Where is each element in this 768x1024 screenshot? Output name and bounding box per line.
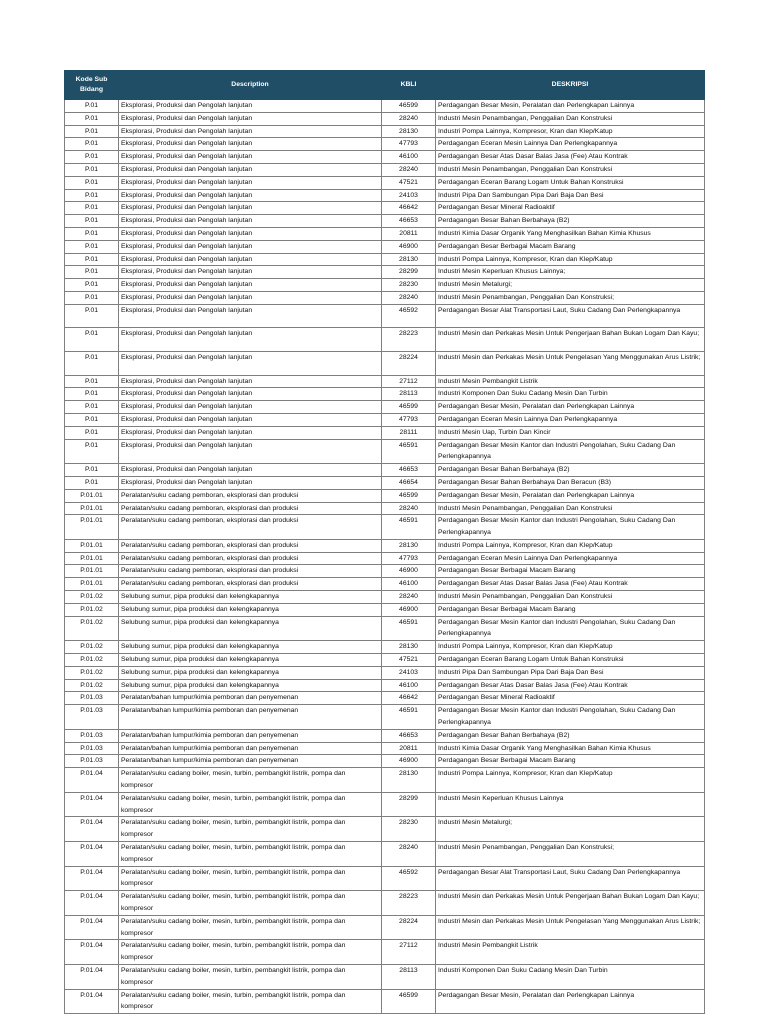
deskripsi-cell[interactable]: Industri Mesin dan Perkakas Mesin Untuk Pengelasan Yang Menggunakan Arus Listrik; xyxy=(436,915,705,940)
code-cell[interactable]: P.01.02 xyxy=(65,641,119,654)
table-row xyxy=(65,866,705,891)
table-row xyxy=(65,891,705,916)
code-cell[interactable]: P.01.04 xyxy=(65,817,119,842)
table-row xyxy=(65,842,705,867)
kbli-cell[interactable]: 28130 xyxy=(382,641,436,654)
table-row xyxy=(65,227,705,240)
deskripsi-cell[interactable]: Industri Mesin Metalurgi; xyxy=(436,279,705,292)
header-kode-sub-bidang[interactable]: Kode Sub Bidang xyxy=(65,71,119,100)
table-row xyxy=(65,304,705,328)
deskripsi-cell[interactable]: Industri Kimia Dasar Organik Yang Menghasilkan Bahan Kimia Khusus xyxy=(436,227,705,240)
description-cell[interactable]: Peralatan/bahan lumpur/kimia pemboran dan penyemenan xyxy=(119,755,382,768)
kbli-cell[interactable]: 28224 xyxy=(382,351,436,375)
description-cell[interactable]: Peralatan/suku cadang boiler, mesin, turbin, pembangkit listrik, pompa dan kompresor xyxy=(119,915,382,940)
description-cell[interactable]: Eksplorasi, Produksi dan Pengolah lanjutan xyxy=(119,163,382,176)
kbli-cell[interactable]: 28240 xyxy=(382,502,436,515)
table-row xyxy=(65,654,705,667)
table-row xyxy=(65,351,705,375)
kbli-cell[interactable]: 24103 xyxy=(382,189,436,202)
code-cell[interactable]: P.01.04 xyxy=(65,792,119,817)
kbli-cell[interactable]: 28223 xyxy=(382,328,436,352)
code-cell[interactable]: P.01.04 xyxy=(65,842,119,867)
deskripsi-cell[interactable]: Perdagangan Besar Bahan Berbahaya (B2) xyxy=(436,729,705,742)
deskripsi-cell[interactable]: Industri Pompa Lainnya, Kompresor, Kran dan Klep/Katup xyxy=(436,253,705,266)
deskripsi-cell[interactable]: Perdagangan Besar Mesin, Peralatan dan Perlengkapan Lainnya xyxy=(436,401,705,414)
kbli-cell[interactable]: 46599 xyxy=(382,989,436,1014)
description-cell[interactable]: Peralatan/bahan lumpur/kimia pemboran dan penyemenan xyxy=(119,729,382,742)
header-kbli[interactable]: KBLI xyxy=(382,71,436,100)
deskripsi-cell[interactable]: Industri Mesin Pembangkit Listrik xyxy=(436,940,705,965)
description-cell[interactable]: Selubung sumur, pipa produksi dan kelengkapannya xyxy=(119,679,382,692)
code-cell[interactable]: P.01.03 xyxy=(65,729,119,742)
deskripsi-cell[interactable]: Perdagangan Besar Mineral Radioaktif xyxy=(436,202,705,215)
kbli-cell[interactable]: 28299 xyxy=(382,266,436,279)
kbli-cell[interactable]: 46653 xyxy=(382,215,436,228)
deskripsi-cell[interactable]: Perdagangan Besar Mesin, Peralatan dan Perlengkapan Lainnya xyxy=(436,489,705,502)
table-row xyxy=(65,641,705,654)
kbli-cell[interactable]: 28130 xyxy=(382,539,436,552)
deskripsi-cell[interactable]: Industri Komponen Dan Suku Cadang Mesin Dan Turbin xyxy=(436,964,705,989)
code-cell[interactable]: P.01 xyxy=(65,215,119,228)
code-cell[interactable]: P.01.04 xyxy=(65,768,119,793)
description-cell[interactable]: Selubung sumur, pipa produksi dan kelengkapannya xyxy=(119,641,382,654)
kbli-cell[interactable]: 28240 xyxy=(382,591,436,604)
description-cell[interactable]: Eksplorasi, Produksi dan Pengolah lanjutan xyxy=(119,112,382,125)
deskripsi-cell[interactable]: Industri Pompa Lainnya, Kompresor, Kran dan Klep/Katup xyxy=(436,125,705,138)
deskripsi-cell[interactable]: Perdagangan Besar Bahan Berbahaya (B2) xyxy=(436,215,705,228)
description-cell[interactable]: Peralatan/suku cadang boiler, mesin, turbin, pembangkit listrik, pompa dan kompresor xyxy=(119,842,382,867)
table-row xyxy=(65,125,705,138)
deskripsi-cell[interactable]: Perdagangan Besar Bahan Berbahaya (B2) xyxy=(436,464,705,477)
code-cell[interactable]: P.01 xyxy=(65,189,119,202)
deskripsi-cell[interactable]: Perdagangan Eceran Barang Logam Untuk Bahan Konstruksi xyxy=(436,654,705,667)
description-cell[interactable]: Eksplorasi, Produksi dan Pengolah lanjutan xyxy=(119,401,382,414)
code-cell[interactable]: P.01.01 xyxy=(65,539,119,552)
table-row xyxy=(65,792,705,817)
description-cell[interactable]: Eksplorasi, Produksi dan Pengolah lanjutan xyxy=(119,100,382,113)
table-row xyxy=(65,388,705,401)
code-cell[interactable]: P.01 xyxy=(65,375,119,388)
table-row xyxy=(65,439,705,464)
table-row xyxy=(65,515,705,540)
description-cell[interactable]: Eksplorasi, Produksi dan Pengolah lanjutan xyxy=(119,138,382,151)
table-row xyxy=(65,692,705,705)
code-cell[interactable]: P.01 xyxy=(65,351,119,375)
code-cell[interactable]: P.01.03 xyxy=(65,742,119,755)
table-row xyxy=(65,112,705,125)
code-cell[interactable]: P.01.01 xyxy=(65,565,119,578)
deskripsi-cell[interactable]: Perdagangan Besar Alat Transportasi Laut, Suku Cadang Dan Perlengkapannya xyxy=(436,304,705,328)
table-row xyxy=(65,151,705,164)
code-cell[interactable]: P.01.03 xyxy=(65,692,119,705)
description-cell[interactable]: Eksplorasi, Produksi dan Pengolah lanjutan xyxy=(119,215,382,228)
header-deskripsi[interactable]: DESKRIPSI xyxy=(436,71,705,100)
table-row xyxy=(65,552,705,565)
kbli-cell[interactable]: 20811 xyxy=(382,742,436,755)
kbli-cell[interactable]: 28224 xyxy=(382,915,436,940)
deskripsi-cell[interactable]: Perdagangan Besar Atas Dasar Balas Jasa (Fee) Atau Kontrak xyxy=(436,578,705,591)
kbli-cell[interactable]: 46900 xyxy=(382,565,436,578)
description-cell[interactable]: Selubung sumur, pipa produksi dan kelengkapannya xyxy=(119,591,382,604)
code-cell[interactable]: P.01 xyxy=(65,413,119,426)
table-row xyxy=(65,163,705,176)
description-cell[interactable]: Peralatan/suku cadang pemboran, eksplorasi dan produksi xyxy=(119,539,382,552)
deskripsi-cell[interactable]: Industri Mesin Penambangan, Penggalian Dan Konstruksi xyxy=(436,591,705,604)
table-row xyxy=(65,279,705,292)
table-row xyxy=(65,502,705,515)
table-row xyxy=(65,616,705,641)
kbli-cell[interactable]: 28130 xyxy=(382,253,436,266)
kbli-cell[interactable]: 28240 xyxy=(382,291,436,304)
description-cell[interactable]: Eksplorasi, Produksi dan Pengolah lanjutan xyxy=(119,351,382,375)
deskripsi-cell[interactable]: Industri Mesin Penambangan, Penggalian Dan Konstruksi; xyxy=(436,842,705,867)
kbli-cell[interactable]: 28111 xyxy=(382,426,436,439)
table-row xyxy=(65,253,705,266)
table-row xyxy=(65,401,705,414)
kbli-cell[interactable]: 46642 xyxy=(382,202,436,215)
description-cell[interactable]: Selubung sumur, pipa produksi dan kelengkapannya xyxy=(119,616,382,641)
deskripsi-cell[interactable]: Industri Mesin dan Perkakas Mesin Untuk Pengelasan Yang Menggunakan Arus Listrik; xyxy=(436,351,705,375)
code-cell[interactable]: P.01.04 xyxy=(65,891,119,916)
description-cell[interactable]: Peralatan/bahan lumpur/kimia pemboran dan penyemenan xyxy=(119,742,382,755)
deskripsi-cell[interactable]: Industri Mesin Penambangan, Penggalian Dan Konstruksi xyxy=(436,163,705,176)
code-cell[interactable]: P.01.01 xyxy=(65,515,119,540)
description-cell[interactable]: Eksplorasi, Produksi dan Pengolah lanjutan xyxy=(119,151,382,164)
code-cell[interactable]: P.01 xyxy=(65,253,119,266)
description-cell[interactable]: Eksplorasi, Produksi dan Pengolah lanjutan xyxy=(119,464,382,477)
kbli-cell[interactable]: 46653 xyxy=(382,729,436,742)
kbli-cell[interactable]: 46599 xyxy=(382,401,436,414)
code-cell[interactable]: P.01.01 xyxy=(65,502,119,515)
kbli-cell[interactable]: 20811 xyxy=(382,227,436,240)
table-row xyxy=(65,215,705,228)
description-cell[interactable]: Peralatan/suku cadang boiler, mesin, turbin, pembangkit listrik, pompa dan kompresor xyxy=(119,792,382,817)
kbli-cell[interactable]: 28130 xyxy=(382,768,436,793)
code-cell[interactable]: P.01 xyxy=(65,328,119,352)
description-cell[interactable]: Peralatan/suku cadang boiler, mesin, turbin, pembangkit listrik, pompa dan kompresor xyxy=(119,817,382,842)
kbli-cell[interactable]: 46900 xyxy=(382,240,436,253)
code-cell[interactable]: P.01 xyxy=(65,266,119,279)
kbli-cell[interactable]: 46592 xyxy=(382,304,436,328)
description-cell[interactable]: Eksplorasi, Produksi dan Pengolah lanjutan xyxy=(119,125,382,138)
deskripsi-cell[interactable]: Industri Pompa Lainnya, Kompresor, Kran dan Klep/Katup xyxy=(436,641,705,654)
deskripsi-cell[interactable]: Industri Mesin Keperluan Khusus Lainnya xyxy=(436,792,705,817)
code-cell[interactable]: P.01 xyxy=(65,279,119,292)
description-cell[interactable]: Eksplorasi, Produksi dan Pengolah lanjutan xyxy=(119,240,382,253)
kbli-cell[interactable]: 24103 xyxy=(382,666,436,679)
deskripsi-cell[interactable]: Perdagangan Besar Berbagai Macam Barang xyxy=(436,603,705,616)
code-cell[interactable]: P.01 xyxy=(65,100,119,113)
code-cell[interactable]: P.01.04 xyxy=(65,940,119,965)
kbli-cell[interactable]: 46642 xyxy=(382,692,436,705)
deskripsi-cell[interactable]: Industri Pompa Lainnya, Kompresor, Kran dan Klep/Katup xyxy=(436,539,705,552)
description-cell[interactable]: Peralatan/bahan lumpur/kimia pemboran dan penyemenan xyxy=(119,705,382,730)
kbli-cell[interactable]: 28113 xyxy=(382,964,436,989)
code-cell[interactable]: P.01 xyxy=(65,227,119,240)
table-row xyxy=(65,591,705,604)
deskripsi-cell[interactable]: Perdagangan Besar Alat Transportasi Laut, Suku Cadang Dan Perlengkapannya xyxy=(436,866,705,891)
kbli-cell[interactable]: 46591 xyxy=(382,705,436,730)
description-cell[interactable]: Peralatan/suku cadang pemboran, eksplorasi dan produksi xyxy=(119,565,382,578)
code-cell[interactable]: P.01 xyxy=(65,388,119,401)
description-cell[interactable]: Peralatan/suku cadang boiler, mesin, turbin, pembangkit listrik, pompa dan kompresor xyxy=(119,940,382,965)
table-row xyxy=(65,266,705,279)
table-row xyxy=(65,539,705,552)
table-row xyxy=(65,768,705,793)
table-row xyxy=(65,705,705,730)
code-cell[interactable]: P.01 xyxy=(65,125,119,138)
code-cell[interactable]: P.01 xyxy=(65,151,119,164)
deskripsi-cell[interactable]: Perdagangan Besar Atas Dasar Balas Jasa (Fee) Atau Kontrak xyxy=(436,151,705,164)
deskripsi-cell[interactable]: Perdagangan Besar Bahan Berbahaya Dan Beracun (B3) xyxy=(436,476,705,489)
code-cell[interactable]: P.01.04 xyxy=(65,915,119,940)
description-cell[interactable]: Selubung sumur, pipa produksi dan kelengkapannya xyxy=(119,603,382,616)
kbli-cell[interactable]: 46900 xyxy=(382,603,436,616)
description-cell[interactable]: Peralatan/suku cadang pemboran, eksplorasi dan produksi xyxy=(119,515,382,540)
description-cell[interactable]: Eksplorasi, Produksi dan Pengolah lanjutan xyxy=(119,413,382,426)
kbli-cell[interactable]: 46592 xyxy=(382,866,436,891)
kbli-cell[interactable]: 28223 xyxy=(382,891,436,916)
code-cell[interactable]: P.01.02 xyxy=(65,591,119,604)
table-body xyxy=(65,100,705,1014)
deskripsi-cell[interactable]: Industri Mesin dan Perkakas Mesin Untuk Pengerjaan Bahan Bukan Logam Dan Kayu; xyxy=(436,328,705,352)
code-cell[interactable]: P.01 xyxy=(65,240,119,253)
description-cell[interactable]: Eksplorasi, Produksi dan Pengolah lanjutan xyxy=(119,439,382,464)
kbli-cell[interactable]: 46653 xyxy=(382,464,436,477)
deskripsi-cell[interactable]: Industri Mesin Penambangan, Penggalian Dan Konstruksi xyxy=(436,112,705,125)
description-cell[interactable]: Peralatan/bahan lumpur/kimia pemboran dan penyemenan xyxy=(119,692,382,705)
deskripsi-cell[interactable]: Industri Pipa Dan Sambungan Pipa Dari Baja Dan Besi xyxy=(436,189,705,202)
deskripsi-cell[interactable]: Industri Kimia Dasar Organik Yang Menghasilkan Bahan Kimia Khusus xyxy=(436,742,705,755)
deskripsi-cell[interactable]: Perdagangan Besar Berbagai Macam Barang xyxy=(436,240,705,253)
deskripsi-cell[interactable]: Industri Pipa Dan Sambungan Pipa Dari Baja Dan Besi xyxy=(436,666,705,679)
kbli-cell[interactable]: 28299 xyxy=(382,792,436,817)
code-cell[interactable]: P.01 xyxy=(65,401,119,414)
deskripsi-cell[interactable]: Perdagangan Eceran Barang Logam Untuk Bahan Konstruksi xyxy=(436,176,705,189)
kbli-cell[interactable]: 47521 xyxy=(382,654,436,667)
code-cell[interactable]: P.01.01 xyxy=(65,489,119,502)
code-cell[interactable]: P.01.01 xyxy=(65,578,119,591)
deskripsi-cell[interactable]: Perdagangan Besar Mineral Radioaktif xyxy=(436,692,705,705)
kbli-cell[interactable]: 27112 xyxy=(382,375,436,388)
table-row xyxy=(65,989,705,1014)
table-row xyxy=(65,189,705,202)
description-cell[interactable]: Selubung sumur, pipa produksi dan kelengkapannya xyxy=(119,666,382,679)
table-row xyxy=(65,565,705,578)
kbli-cell[interactable]: 46591 xyxy=(382,439,436,464)
description-cell[interactable]: Eksplorasi, Produksi dan Pengolah lanjutan xyxy=(119,266,382,279)
deskripsi-cell[interactable]: Industri Mesin Penambangan, Penggalian Dan Konstruksi; xyxy=(436,291,705,304)
kbli-cell[interactable]: 28240 xyxy=(382,112,436,125)
description-cell[interactable]: Peralatan/suku cadang boiler, mesin, turbin, pembangkit listrik, pompa dan kompresor xyxy=(119,768,382,793)
kbli-cell[interactable]: 47793 xyxy=(382,138,436,151)
description-cell[interactable]: Peralatan/suku cadang boiler, mesin, turbin, pembangkit listrik, pompa dan kompresor xyxy=(119,964,382,989)
description-cell[interactable]: Eksplorasi, Produksi dan Pengolah lanjutan xyxy=(119,304,382,328)
deskripsi-cell[interactable]: Industri Mesin Uap, Turbin Dan Kincir xyxy=(436,426,705,439)
table-row xyxy=(65,742,705,755)
deskripsi-cell[interactable]: Industri Mesin Penambangan, Penggalian Dan Konstruksi xyxy=(436,502,705,515)
kbli-cell[interactable]: 46100 xyxy=(382,151,436,164)
table-row xyxy=(65,100,705,113)
table-row xyxy=(65,679,705,692)
table-row xyxy=(65,464,705,477)
code-cell[interactable]: P.01 xyxy=(65,464,119,477)
table-row xyxy=(65,176,705,189)
kbli-table xyxy=(64,70,705,1014)
table-row xyxy=(65,940,705,965)
table-row xyxy=(65,817,705,842)
code-cell[interactable]: P.01 xyxy=(65,163,119,176)
code-cell[interactable]: P.01.02 xyxy=(65,679,119,692)
deskripsi-cell[interactable]: Perdagangan Eceran Mesin Lainnya Dan Perlengkapannya xyxy=(436,138,705,151)
description-cell[interactable]: Eksplorasi, Produksi dan Pengolah lanjutan xyxy=(119,253,382,266)
description-cell[interactable]: Eksplorasi, Produksi dan Pengolah lanjutan xyxy=(119,291,382,304)
table-row xyxy=(65,964,705,989)
table-row xyxy=(65,476,705,489)
deskripsi-cell[interactable]: Perdagangan Besar Mesin, Peralatan dan Perlengkapan Lainnya xyxy=(436,100,705,113)
table-row xyxy=(65,202,705,215)
kbli-cell[interactable]: 27112 xyxy=(382,940,436,965)
code-cell[interactable]: P.01.04 xyxy=(65,989,119,1014)
description-cell[interactable]: Peralatan/suku cadang pemboran, eksplorasi dan produksi xyxy=(119,502,382,515)
kbli-cell[interactable]: 46591 xyxy=(382,616,436,641)
description-cell[interactable]: Eksplorasi, Produksi dan Pengolah lanjutan xyxy=(119,388,382,401)
table-row xyxy=(65,138,705,151)
description-cell[interactable]: Peralatan/suku cadang pemboran, eksplorasi dan produksi xyxy=(119,489,382,502)
code-cell[interactable]: P.01.01 xyxy=(65,552,119,565)
deskripsi-cell[interactable]: Industri Mesin dan Perkakas Mesin Untuk Pengerjaan Bahan Bukan Logam Dan Kayu; xyxy=(436,891,705,916)
code-cell[interactable]: P.01 xyxy=(65,291,119,304)
code-cell[interactable]: P.01 xyxy=(65,476,119,489)
description-cell[interactable]: Eksplorasi, Produksi dan Pengolah lanjutan xyxy=(119,189,382,202)
kbli-cell[interactable]: 46900 xyxy=(382,755,436,768)
table-row xyxy=(65,426,705,439)
table-row xyxy=(65,240,705,253)
deskripsi-cell[interactable]: Perdagangan Besar Mesin Kantor dan Industri Pengolahan, Suku Cadang Dan Perlengkapannya xyxy=(436,439,705,464)
deskripsi-cell[interactable]: Perdagangan Eceran Mesin Lainnya Dan Perlengkapannya xyxy=(436,413,705,426)
code-cell[interactable]: P.01.02 xyxy=(65,666,119,679)
description-cell[interactable]: Eksplorasi, Produksi dan Pengolah lanjutan xyxy=(119,476,382,489)
deskripsi-cell[interactable]: Industri Komponen Dan Suku Cadang Mesin Dan Turbin xyxy=(436,388,705,401)
code-cell[interactable]: P.01 xyxy=(65,202,119,215)
code-cell[interactable]: P.01.03 xyxy=(65,705,119,730)
deskripsi-cell[interactable]: Perdagangan Besar Berbagai Macam Barang xyxy=(436,755,705,768)
description-cell[interactable]: Eksplorasi, Produksi dan Pengolah lanjutan xyxy=(119,426,382,439)
code-cell[interactable]: P.01 xyxy=(65,112,119,125)
table-row xyxy=(65,291,705,304)
description-cell[interactable]: Peralatan/suku cadang pemboran, eksplorasi dan produksi xyxy=(119,552,382,565)
kbli-cell[interactable]: 28230 xyxy=(382,817,436,842)
description-cell[interactable]: Eksplorasi, Produksi dan Pengolah lanjutan xyxy=(119,176,382,189)
kbli-sheet xyxy=(64,70,704,1014)
table-row xyxy=(65,375,705,388)
description-cell[interactable]: Eksplorasi, Produksi dan Pengolah lanjutan xyxy=(119,328,382,352)
table-row xyxy=(65,666,705,679)
kbli-cell[interactable]: 28113 xyxy=(382,388,436,401)
code-cell[interactable]: P.01.04 xyxy=(65,866,119,891)
description-cell[interactable]: Selubung sumur, pipa produksi dan kelengkapannya xyxy=(119,654,382,667)
table-row xyxy=(65,328,705,352)
deskripsi-cell[interactable]: Industri Mesin Metalurgi; xyxy=(436,817,705,842)
code-cell[interactable]: P.01.04 xyxy=(65,964,119,989)
code-cell[interactable]: P.01 xyxy=(65,426,119,439)
table-row xyxy=(65,489,705,502)
deskripsi-cell[interactable]: Industri Pompa Lainnya, Kompresor, Kran dan Klep/Katup xyxy=(436,768,705,793)
code-cell[interactable]: P.01.02 xyxy=(65,616,119,641)
deskripsi-cell[interactable]: Perdagangan Besar Mesin, Peralatan dan Perlengkapan Lainnya xyxy=(436,989,705,1014)
kbli-cell[interactable]: 28240 xyxy=(382,842,436,867)
kbli-cell[interactable]: 28230 xyxy=(382,279,436,292)
kbli-cell[interactable]: 46100 xyxy=(382,578,436,591)
deskripsi-cell[interactable]: Perdagangan Besar Mesin Kantor dan Industri Pengolahan, Suku Cadang Dan Perlengkapannya xyxy=(436,515,705,540)
kbli-cell[interactable]: 46599 xyxy=(382,100,436,113)
description-cell[interactable]: Eksplorasi, Produksi dan Pengolah lanjutan xyxy=(119,279,382,292)
code-cell[interactable]: P.01.02 xyxy=(65,603,119,616)
deskripsi-cell[interactable]: Perdagangan Eceran Mesin Lainnya Dan Perlengkapannya xyxy=(436,552,705,565)
table-row xyxy=(65,729,705,742)
kbli-cell[interactable]: 46100 xyxy=(382,679,436,692)
table-row xyxy=(65,915,705,940)
code-cell[interactable]: P.01 xyxy=(65,439,119,464)
deskripsi-cell[interactable]: Industri Mesin Keperluan Khusus Lainnya; xyxy=(436,266,705,279)
code-cell[interactable]: P.01 xyxy=(65,304,119,328)
kbli-cell[interactable]: 47793 xyxy=(382,552,436,565)
kbli-cell[interactable]: 28130 xyxy=(382,125,436,138)
code-cell[interactable]: P.01.02 xyxy=(65,654,119,667)
deskripsi-cell[interactable]: Perdagangan Besar Mesin Kantor dan Industri Pengolahan, Suku Cadang Dan Perlengkapannya xyxy=(436,616,705,641)
description-cell[interactable]: Peralatan/suku cadang pemboran, eksplorasi dan produksi xyxy=(119,578,382,591)
code-cell[interactable]: P.01.03 xyxy=(65,755,119,768)
deskripsi-cell[interactable]: Perdagangan Besar Berbagai Macam Barang xyxy=(436,565,705,578)
table-row xyxy=(65,578,705,591)
kbli-cell[interactable]: 28240 xyxy=(382,163,436,176)
kbli-cell[interactable]: 46591 xyxy=(382,515,436,540)
code-cell[interactable]: P.01 xyxy=(65,138,119,151)
description-cell[interactable]: Peralatan/suku cadang boiler, mesin, turbin, pembangkit listrik, pompa dan kompresor xyxy=(119,989,382,1014)
kbli-cell[interactable]: 47521 xyxy=(382,176,436,189)
header-row xyxy=(65,71,705,100)
kbli-cell[interactable]: 47793 xyxy=(382,413,436,426)
description-cell[interactable]: Peralatan/suku cadang boiler, mesin, turbin, pembangkit listrik, pompa dan kompresor xyxy=(119,866,382,891)
code-cell[interactable]: P.01 xyxy=(65,176,119,189)
description-cell[interactable]: Eksplorasi, Produksi dan Pengolah lanjutan xyxy=(119,227,382,240)
deskripsi-cell[interactable]: Perdagangan Besar Atas Dasar Balas Jasa (Fee) Atau Kontrak xyxy=(436,679,705,692)
kbli-cell[interactable]: 46599 xyxy=(382,489,436,502)
description-cell[interactable]: Eksplorasi, Produksi dan Pengolah lanjutan xyxy=(119,375,382,388)
deskripsi-cell[interactable]: Industri Mesin Pembangkit Listrik xyxy=(436,375,705,388)
header-description[interactable]: Description xyxy=(119,71,382,100)
description-cell[interactable]: Eksplorasi, Produksi dan Pengolah lanjutan xyxy=(119,202,382,215)
kbli-cell[interactable]: 46654 xyxy=(382,476,436,489)
table-row xyxy=(65,413,705,426)
table-row xyxy=(65,755,705,768)
description-cell[interactable]: Peralatan/suku cadang boiler, mesin, turbin, pembangkit listrik, pompa dan kompresor xyxy=(119,891,382,916)
deskripsi-cell[interactable]: Perdagangan Besar Mesin Kantor dan Industri Pengolahan, Suku Cadang Dan Perlengkapannya xyxy=(436,705,705,730)
table-row xyxy=(65,603,705,616)
